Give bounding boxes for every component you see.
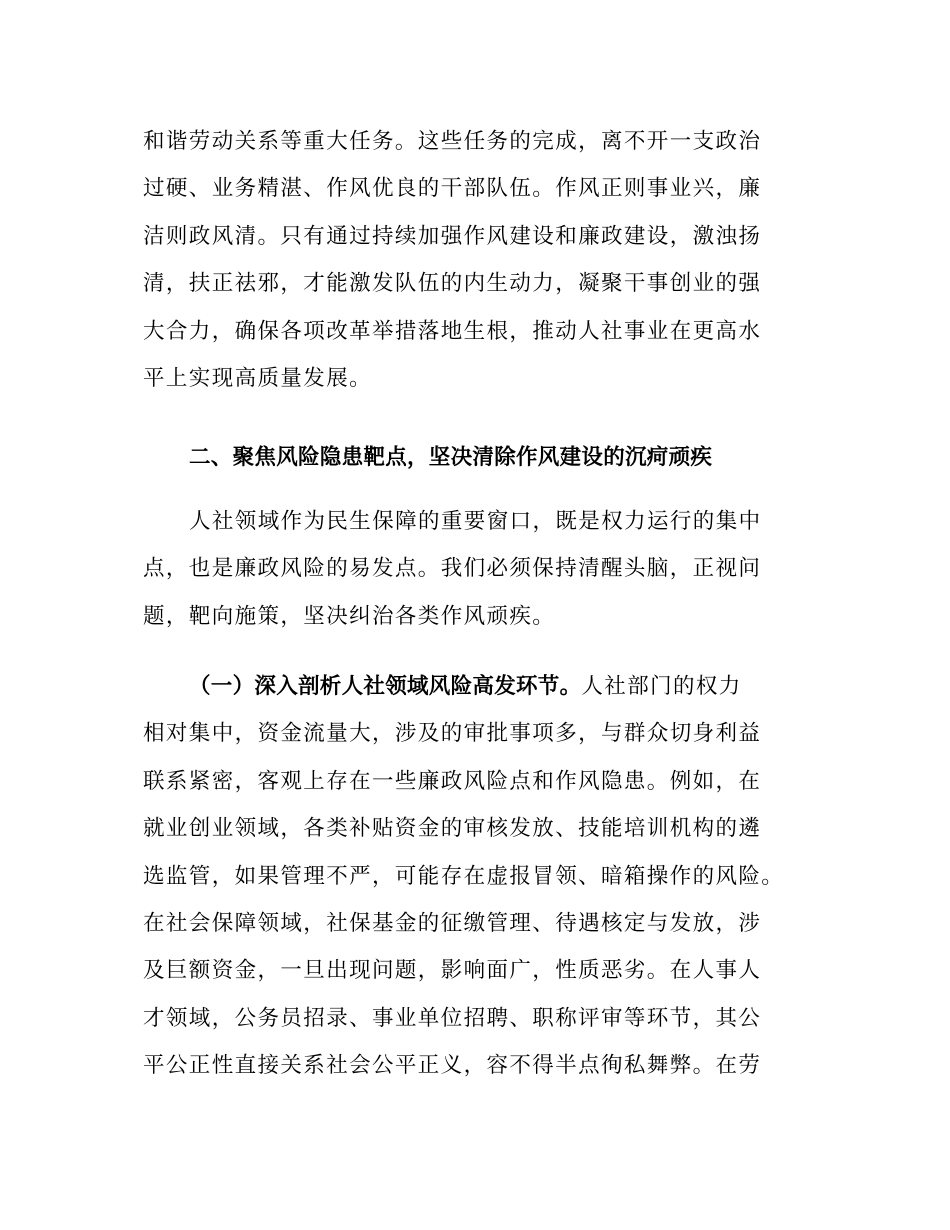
- paragraph-section2-intro: [143, 498, 813, 640]
- paragraph-subsection1: [143, 663, 813, 1090]
- paragraph-line: 才领域，公务员招录、事业单位招聘、职称评审等环节，其公: [143, 1005, 762, 1031]
- paragraph-line: 人社领域作为民生保障的重要窗口，既是权力运行的集中: [189, 509, 762, 534]
- paragraph-line: 题，靶向施策，坚决纠治各类作风顽疾。: [143, 603, 556, 629]
- paragraph-line: 大合力，确保各项改革举措落地生根，推动人社事业在更高水: [143, 318, 762, 344]
- paragraph-line: 联系紧密，客观上存在一些廉政风险点和作风隐患。例如，在: [143, 768, 762, 794]
- paragraph-line: 点，也是廉政风险的易发点。我们必须保持清醒头脑，正视问: [143, 556, 762, 582]
- paragraph-line-rest: 人社部门的权力: [581, 674, 742, 699]
- paragraph-intro: [143, 118, 813, 402]
- paragraph-line: 清，扶正祛邪，才能激发队伍的内生动力，凝聚干事创业的强: [143, 271, 762, 297]
- paragraph-line: 在社会保障领域，社保基金的征缴管理、待遇核定与发放，涉: [143, 910, 762, 936]
- subsection-title: （一）深入剖析人社领域风险高发环节。: [189, 674, 582, 699]
- paragraph-line: 相对集中，资金流量大，涉及的审批事项多，与群众切身利益: [143, 721, 762, 747]
- paragraph-line: 平上实现高质量发展。: [143, 365, 373, 391]
- paragraph-first-line: [143, 663, 813, 710]
- section-heading: [143, 434, 813, 481]
- paragraph-line: 和谐劳动关系等重大任务。这些任务的完成，离不开一支政治: [143, 129, 762, 154]
- paragraph-line: 平公正性直接关系社会公平正义，容不得半点徇私舞弊。在劳: [143, 1053, 762, 1079]
- paragraph-line: 选监管，如果管理不严，可能存在虚报冒领、暗箱操作的风险。: [143, 863, 785, 889]
- section-heading-text: 二、聚焦风险隐患靶点，坚决清除作风建设的沉疴顽疾: [189, 445, 713, 470]
- paragraph-line: 及巨额资金，一旦出现问题，影响面广，性质恶劣。在人事人: [143, 958, 762, 984]
- paragraph-line: 过硬、业务精湛、作风优良的干部队伍。作风正则事业兴，廉: [143, 176, 762, 202]
- paragraph-line: 洁则政风清。只有通过持续加强作风建设和廉政建设，激浊扬: [143, 223, 762, 249]
- paragraph-line: 就业创业领域，各类补贴资金的审核发放、技能培训机构的遴: [143, 816, 762, 842]
